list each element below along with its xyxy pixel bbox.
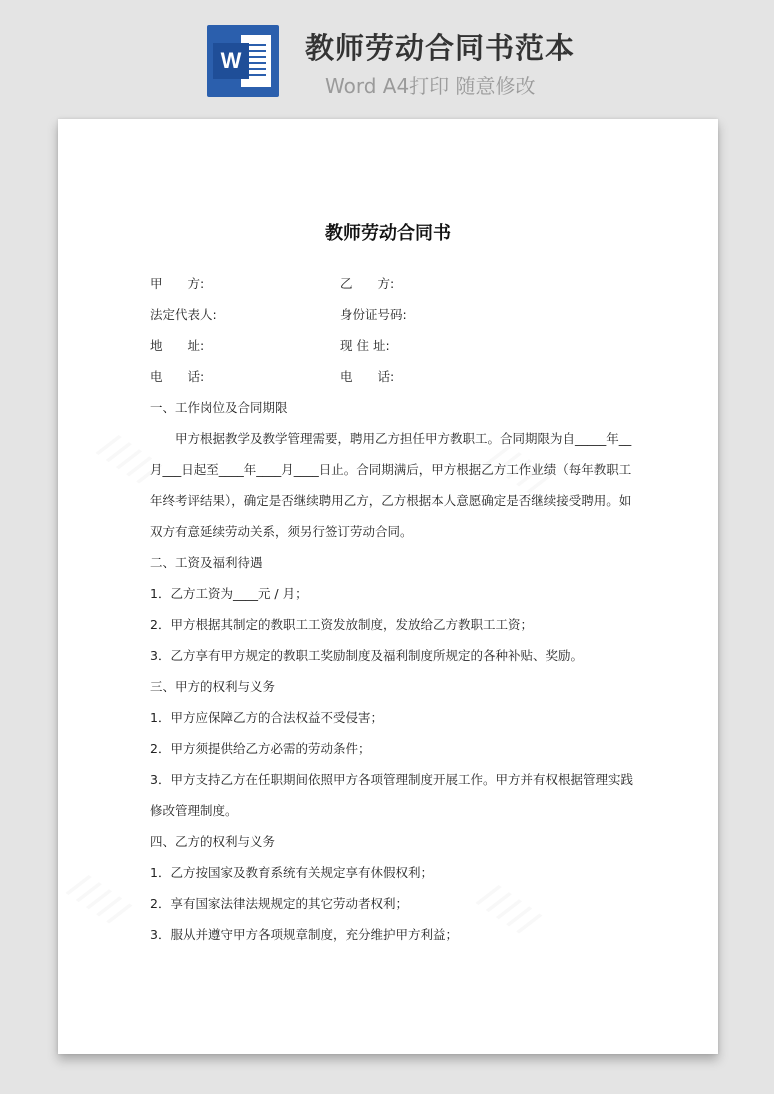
section-heading: 三、甲方的权利与义务 bbox=[150, 679, 276, 694]
id-number-label: 身份证号码: bbox=[340, 307, 407, 322]
section-heading: 二、工资及福利待遇 bbox=[150, 555, 263, 570]
header-title: 教师劳动合同书范本 bbox=[305, 31, 576, 65]
header-subtitle: Word A4打印 随意修改 bbox=[325, 74, 536, 98]
legal-representative-label: 法定代表人: bbox=[150, 307, 217, 322]
paragraph-line: 年终考评结果），确定是否继续聘用乙方，乙方根据本人意愿确定是否继续接受聘用。如 bbox=[150, 493, 632, 508]
party-a-label: 甲 方: bbox=[150, 276, 205, 291]
list-item: 1．乙方按国家及教育系统有关规定享有休假权利； bbox=[150, 865, 433, 880]
current-address-label: 现 住 址: bbox=[340, 338, 390, 353]
list-item: 3．服从并遵守甲方各项规章制度，充分维护甲方利益； bbox=[150, 927, 458, 942]
list-item-continuation: 修改管理制度。 bbox=[150, 803, 238, 818]
section-heading: 一、工作岗位及合同期限 bbox=[150, 400, 288, 415]
paragraph-line: 月___日起至____年____月____日止。合同期满后，甲方根据乙方工作业绩（每年教职工 bbox=[150, 462, 632, 477]
list-item: 1．乙方工资为____元 / 月； bbox=[150, 586, 308, 601]
list-item: 3．乙方享有甲方规定的教职工奖励制度及福利制度所规定的各种补贴、奖励。 bbox=[150, 648, 583, 663]
list-item: 2．享有国家法律法规规定的其它劳动者权利； bbox=[150, 896, 408, 911]
paragraph-line: 双方有意延续劳动关系，须另行签订劳动合同。 bbox=[150, 524, 413, 539]
watermark: ///// bbox=[482, 434, 556, 504]
word-icon-letter: W bbox=[213, 43, 249, 79]
list-item: 1．甲方应保障乙方的合法权益不受侵害； bbox=[150, 710, 383, 725]
phone-b-label: 电 话: bbox=[340, 369, 395, 384]
party-b-label: 乙 方: bbox=[340, 276, 395, 291]
list-item: 2．甲方根据其制定的教职工工资发放制度，发放给乙方教职工工资； bbox=[150, 617, 533, 632]
paragraph-line: 甲方根据教学及教学管理需要，聘用乙方担任甲方教职工。合同期限为自_____年__ bbox=[150, 431, 632, 446]
watermark: ///// bbox=[62, 864, 136, 934]
word-icon bbox=[207, 25, 279, 97]
address-label: 地 址: bbox=[150, 338, 205, 353]
watermark: ///// bbox=[92, 424, 166, 494]
document-title: 教师劳动合同书 bbox=[325, 223, 451, 244]
watermark: ///// bbox=[472, 874, 546, 944]
phone-a-label: 电 话: bbox=[150, 369, 205, 384]
document-page bbox=[58, 119, 718, 1054]
list-item: 3．甲方支持乙方在任职期间依照甲方各项管理制度开展工作。甲方并有权根据管理实践 bbox=[150, 772, 633, 787]
section-heading: 四、乙方的权利与义务 bbox=[150, 834, 276, 849]
page-header bbox=[0, 0, 774, 112]
list-item: 2．甲方须提供给乙方必需的劳动条件； bbox=[150, 741, 371, 756]
